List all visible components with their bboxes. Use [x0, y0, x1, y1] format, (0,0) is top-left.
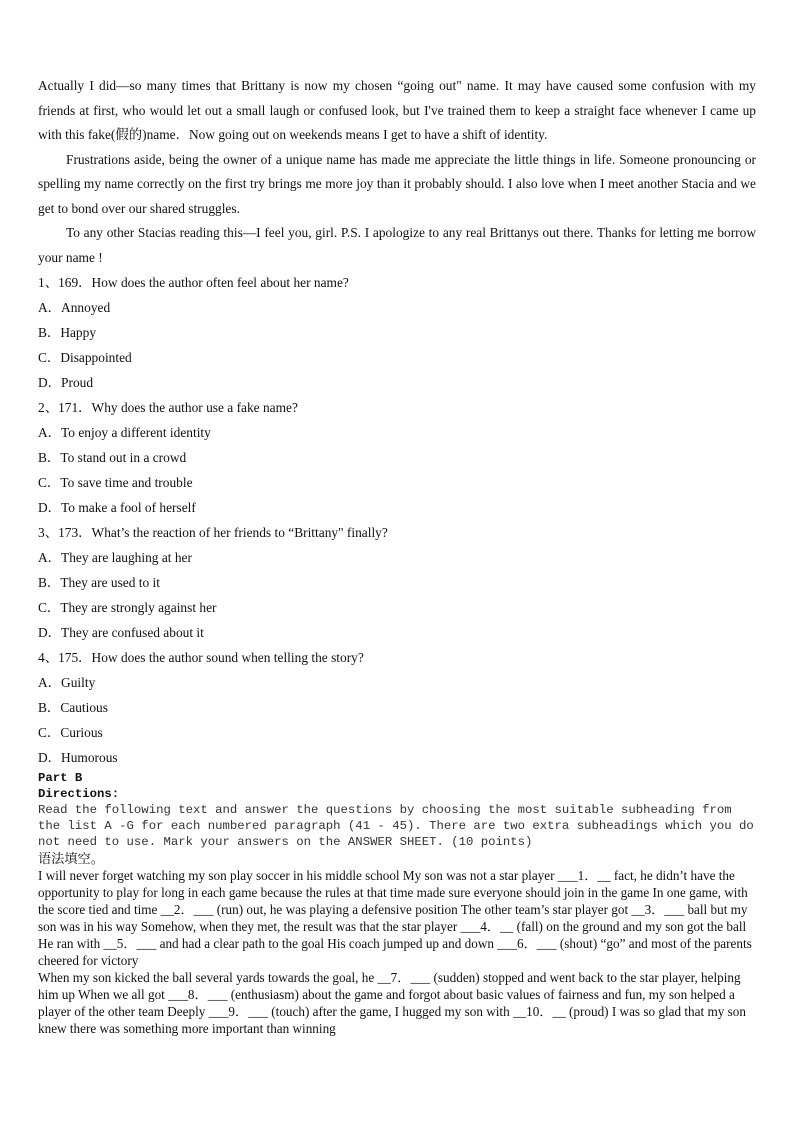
directions-label: Directions:: [38, 787, 120, 801]
cloze-paragraph: When my son kicked the ball several yards towards the goal, he __7．___ (sudden) stopped and went back to the star player, helping him up When we all got ___8．___ (enthusiasm) about the game and forgot about basic values of fairness and fun, my son helped a player of the other team Deeply ___9．___ (touch) after the game, I hugged my son with __10．__ (proud) I was so glad that my son knew there was something more important than winning: [38, 970, 746, 1036]
option-d[interactable]: D．To make a fool of herself: [38, 500, 196, 515]
option-b[interactable]: B．They are used to it: [38, 575, 160, 590]
question-1: [38, 270, 756, 395]
option-a[interactable]: A．Annoyed: [38, 300, 111, 315]
document-page: [38, 74, 756, 1037]
question-list: [38, 270, 756, 770]
part-b-heading: Part B: [38, 771, 83, 785]
option-a[interactable]: A．To enjoy a different identity: [38, 425, 211, 440]
option-d[interactable]: D．Humorous: [38, 750, 118, 765]
option-c[interactable]: C．They are strongly against her: [38, 600, 217, 615]
option-b[interactable]: B．Happy: [38, 325, 97, 340]
reading-passage: [38, 74, 756, 270]
part-b-section: [38, 770, 756, 1037]
option-d[interactable]: D．Proud: [38, 375, 94, 390]
passage-paragraph: Frustrations aside, being the owner of a unique name has made me appreciate the little things in life. Someone pronouncing or spelling my name correctly on the first try brings me more joy than it probably should. I also love when I meet another Stacia and we get to bond over our shared struggles.: [38, 151, 756, 216]
option-b[interactable]: B．To stand out in a crowd: [38, 450, 187, 465]
question-stem: 3、173．What’s the reaction of her friends to “Brittany" finally?: [38, 525, 388, 540]
question-stem: 2、171．Why does the author use a fake name?: [38, 400, 298, 415]
question-4: [38, 645, 756, 770]
question-3: [38, 520, 756, 645]
option-c[interactable]: C．Disappointed: [38, 350, 132, 365]
option-d[interactable]: D．They are confused about it: [38, 625, 204, 640]
option-c[interactable]: C．Curious: [38, 725, 103, 740]
passage-paragraph: Actually I did—so many times that Brittany is now my chosen “going out" name. It may have caused some confusion with my friends at first, who would let out a small laugh or confused look, but I've trained them to keep a straight face whenever I came up with this fake(假的)name．Now going out on weekends means I get to have a shift of identity.: [38, 78, 756, 142]
option-c[interactable]: C．To save time and trouble: [38, 475, 193, 490]
question-stem: 1、169．How does the author often feel about her name?: [38, 275, 349, 290]
cloze-paragraph: I will never forget watching my son play soccer in his middle school My son was not a star player ___1．__ fact, he didn’t have the opportunity to play for long in each game because the rules at that time made sure everyone should join in the game In one game, with the score tied and time __2．___ (run) out, he was playing a defensive position The other team’s star player got __3．___ ball but my son was in his way Somehow, when they met, the result was that the star player ___4．__ (fall) on the ground and my son got the ball He ran with __5．___ and had a clear path to the goal His coach jumped up and down ___6．___ (shout) “go” and most of the parents cheered for victory: [38, 868, 752, 968]
question-2: [38, 395, 756, 520]
option-a[interactable]: A．They are laughing at her: [38, 550, 192, 565]
option-a[interactable]: A．Guilty: [38, 675, 96, 690]
cloze-title: 语法填空。: [38, 851, 104, 866]
passage-paragraph: To any other Stacias reading this—I feel you, girl. P.S. I apologize to any real Brittanys out there. Thanks for letting me borrow your name !: [38, 225, 756, 265]
directions-text: Read the following text and answer the questions by choosing the most suitable subheading from the list A -G for each numbered paragraph (41 - 45). There are two extra subheadings which you do not need to use. Mark your answers on the ANSWER SHEET. (10 points): [38, 803, 754, 849]
question-stem: 4、175．How does the author sound when telling the story?: [38, 650, 364, 665]
option-b[interactable]: B．Cautious: [38, 700, 108, 715]
